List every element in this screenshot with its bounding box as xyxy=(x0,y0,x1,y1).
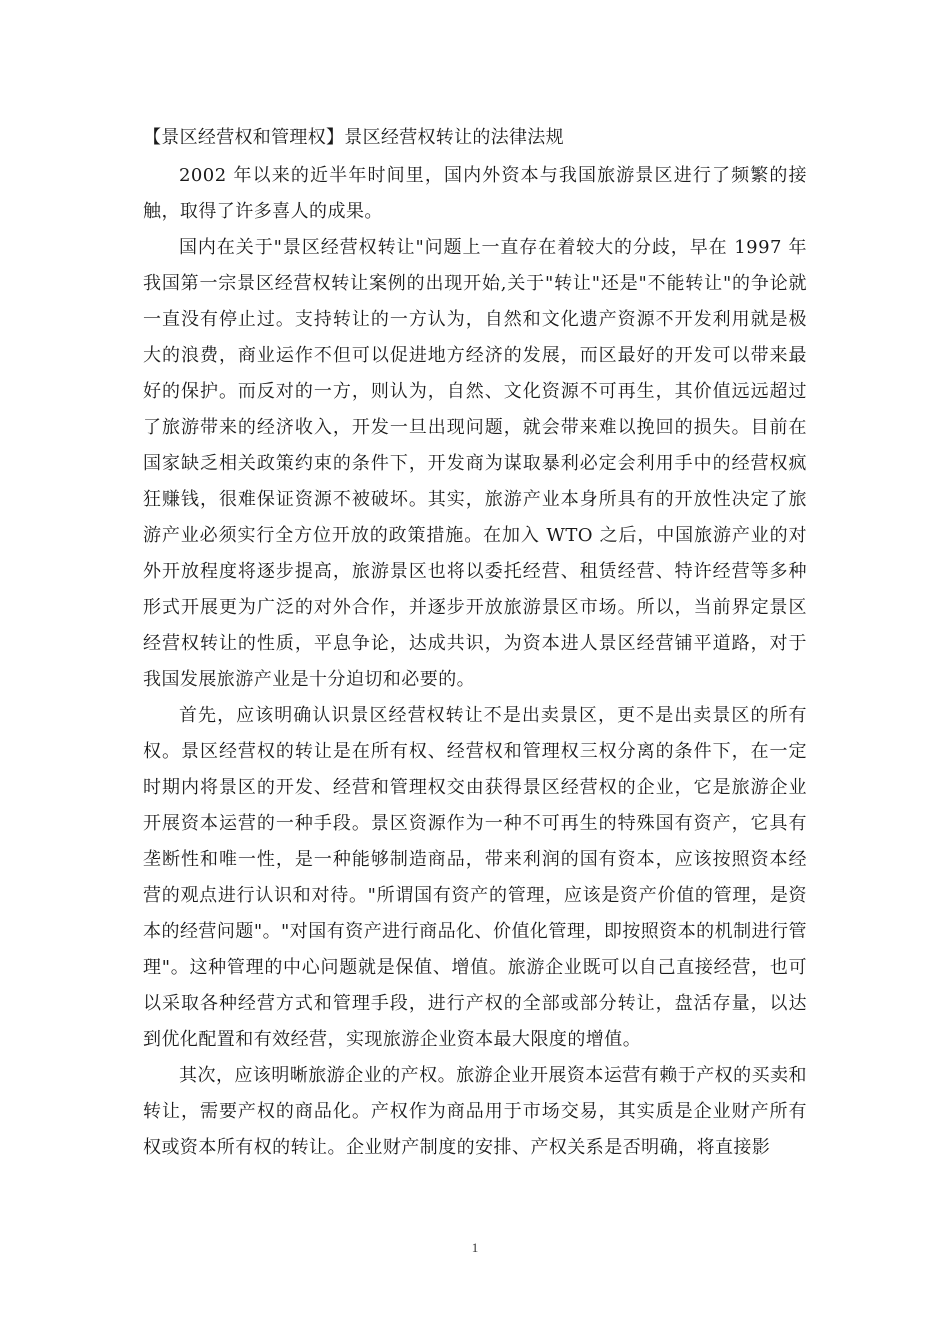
page-number: 1 xyxy=(471,1240,479,1255)
document-title: 【景区经营权和管理权】景区经营权转让的法律法规 xyxy=(143,127,564,148)
paragraph-first-point: 首先，应该明确认识景区经营权转让不是出卖景区，更不是出卖景区的所有权。景区经营权的转让是在所有权、经营权和管理权三权分离的条件下，在一定时期内将景区的开发、经营和管理权交由获得景区经营权的企业，它是旅游企业开展资本运营的一种手段。景区资源作为一种不可再生的特殊国有资产，它具有垄断性和唯一性，是一种能够制造商品，带来利润的国有资本，应该按照资本经营的观点进行认识和对待。"所谓国有资产的管理，应该是资产价值的管理，是资本的经营问题"。"对国有资产进行商品化、价值化管理，即按照资本的机制进行管理"。这种管理的中心问题就是保值、增值。旅游企业既可以自己直接经营，也可以采取各种经营方式和管理手段，进行产权的全部或部分转让，盘活存量，以达到优化配置和有效经营，实现旅游企业资本最大限度的增值。 xyxy=(143,705,807,1050)
paragraph-second-point: 其次，应该明晰旅游企业的产权。旅游企业开展资本运营有赖于产权的买卖和转让，需要产权的商品化。产权作为商品用于市场交易，其实质是企业财产所有权或资本所有权的转让。企业财产制度的安排、产权关系是否明确，将直接影 xyxy=(143,1065,807,1158)
paragraph-intro: 2002 年以来的近半年时间里，国内外资本与我国旅游景区进行了频繁的接触，取得了许多喜人的成果。 xyxy=(143,165,807,222)
document-body xyxy=(143,122,807,1166)
paragraph-debate: 国内在关于"景区经营权转让"问题上一直存在着较大的分歧，早在 1997 年我国第一宗景区经营权转让案例的出现开始,关于"转让"还是"不能转让"的争论就一直没有停止过。支持转让的一方认为，自然和文化遗产资源不开发利用就是极大的浪费，商业运作不但可以促进地方经济的发展，而区最好的开发可以带来最好的保护。而反对的一方，则认为，自然、文化资源不可再生，其价值远远超过了旅游带来的经济收入，开发一旦出现问题，就会带来难以挽回的损失。目前在国家缺乏相关政策约束的条件下，开发商为谋取暴利必定会利用手中的经营权疯狂赚钱，很难保证资源不被破坏。其实，旅游产业本身所具有的开放性决定了旅游产业必须实行全方位开放的政策措施。在加入 WTO 之后，中国旅游产业的对外开放程度将逐步提高，旅游景区也将以委托经营、租赁经营、特许经营等多种形式开展更为广泛的对外合作，并逐步开放旅游景区市场。所以，当前界定景区经营权转让的性质，平息争论，达成共识，为资本进人景区经营铺平道路，对于我国发展旅游产业是十分迫切和必要的。 xyxy=(143,237,807,690)
